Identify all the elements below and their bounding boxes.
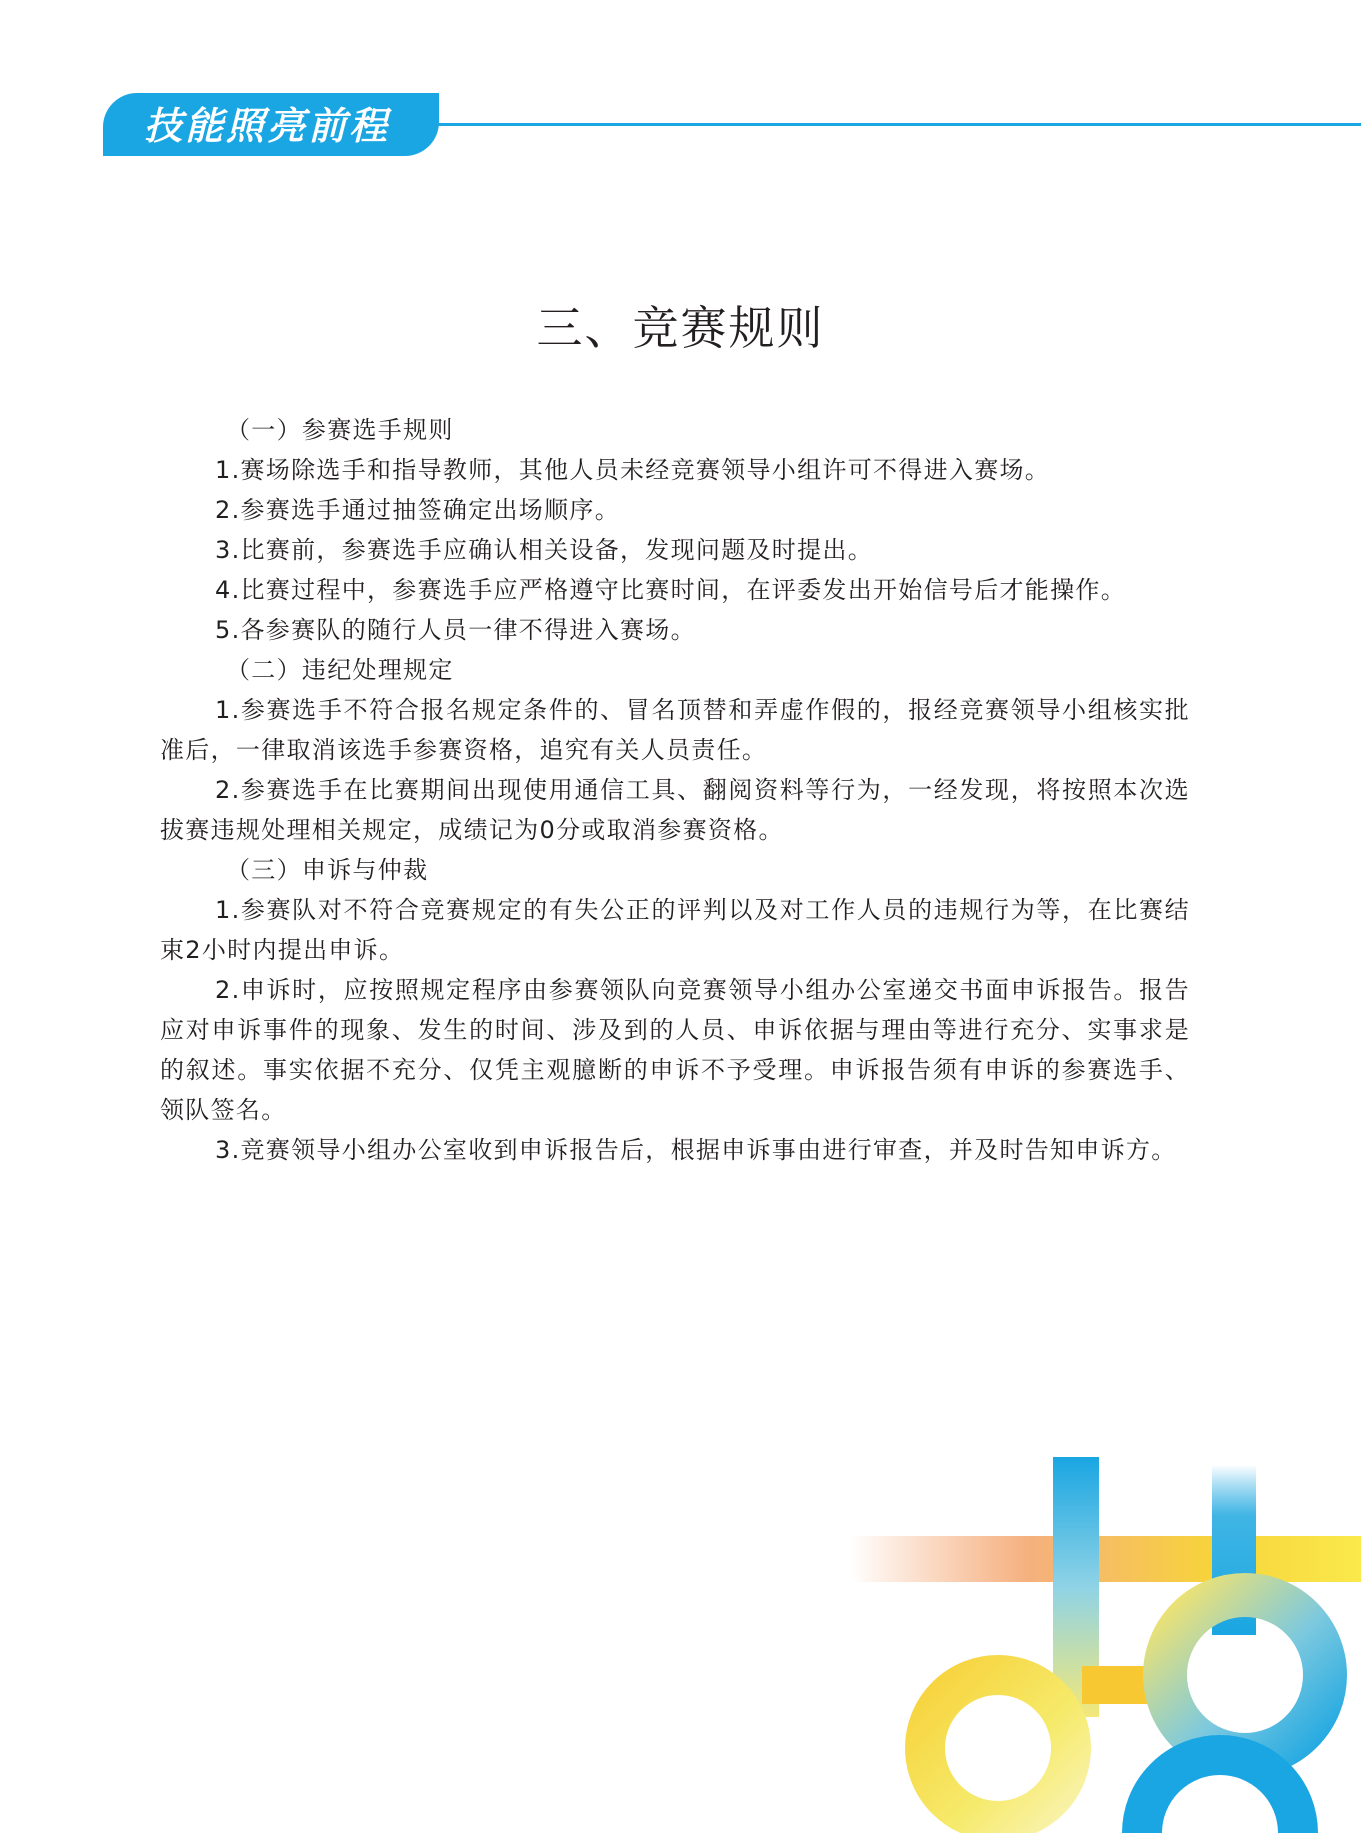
rule-paragraph: 1.参赛选手不符合报名规定条件的、冒名顶替和弄虚作假的，报经竞赛领导小组核实批准后，一律取消该选手参赛资格，追究有关人员责任。 — [160, 696, 1190, 764]
rule-paragraph: 5.各参赛队的随行人员一律不得进入赛场。 — [215, 616, 696, 644]
page-title: 三、竞赛规则 — [536, 301, 825, 355]
rule-paragraph: 3.比赛前，参赛选手应确认相关设备，发现问题及时提出。 — [215, 536, 873, 564]
rule-paragraph: 2.申诉时，应按照规定程序由参赛领队向竞赛领导小组办公室递交书面申诉报告。报告应对申诉事件的现象、发生的时间、涉及到的人员、申诉依据与理由等进行充分、实事求是的叙述。事实依据不充分、仅凭主观臆断的申诉不予受理。申诉报告须有申诉的参赛选手、领队签名。 — [160, 976, 1190, 1124]
section-heading-3: （三）申诉与仲裁 — [226, 856, 429, 884]
rule-paragraph: 1.参赛队对不符合竞赛规定的有失公正的评判以及对工作人员的违规行为等，在比赛结束2小时内提出申诉。 — [160, 896, 1190, 964]
section-heading-1: （一）参赛选手规则 — [226, 416, 454, 444]
rule-paragraph: 4.比赛过程中，参赛选手应严格遵守比赛时间，在评委发出开始信号后才能操作。 — [215, 576, 1126, 604]
rule-paragraph: 3.竞赛领导小组办公室收到申诉报告后，根据申诉事由进行审查，并及时告知申诉方。 — [215, 1136, 1177, 1164]
deco-bottom-ring — [1142, 1755, 1298, 1833]
rule-paragraph: 1.赛场除选手和指导教师，其他人员未经竞赛领导小组许可不得进入赛场。 — [215, 456, 1051, 484]
section-heading-2: （二）违纪处理规定 — [226, 656, 454, 684]
header-banner-text: 技能照亮前程 — [144, 103, 391, 148]
rule-paragraph: 2.参赛选手在比赛期间出现使用通信工具、翻阅资料等行为，一经发现，将按照本次选拔赛违规处理相关规定，成绩记为0分或取消参赛资格。 — [160, 776, 1190, 844]
deco-left-ring — [925, 1675, 1071, 1821]
deco-horizontal-bar — [850, 1536, 1361, 1582]
header-divider-line — [432, 123, 1361, 126]
rules-content — [160, 410, 1190, 1170]
decorative-graphic — [850, 1450, 1361, 1833]
rule-paragraph: 2.参赛选手通过抽签确定出场顺序。 — [215, 496, 620, 524]
